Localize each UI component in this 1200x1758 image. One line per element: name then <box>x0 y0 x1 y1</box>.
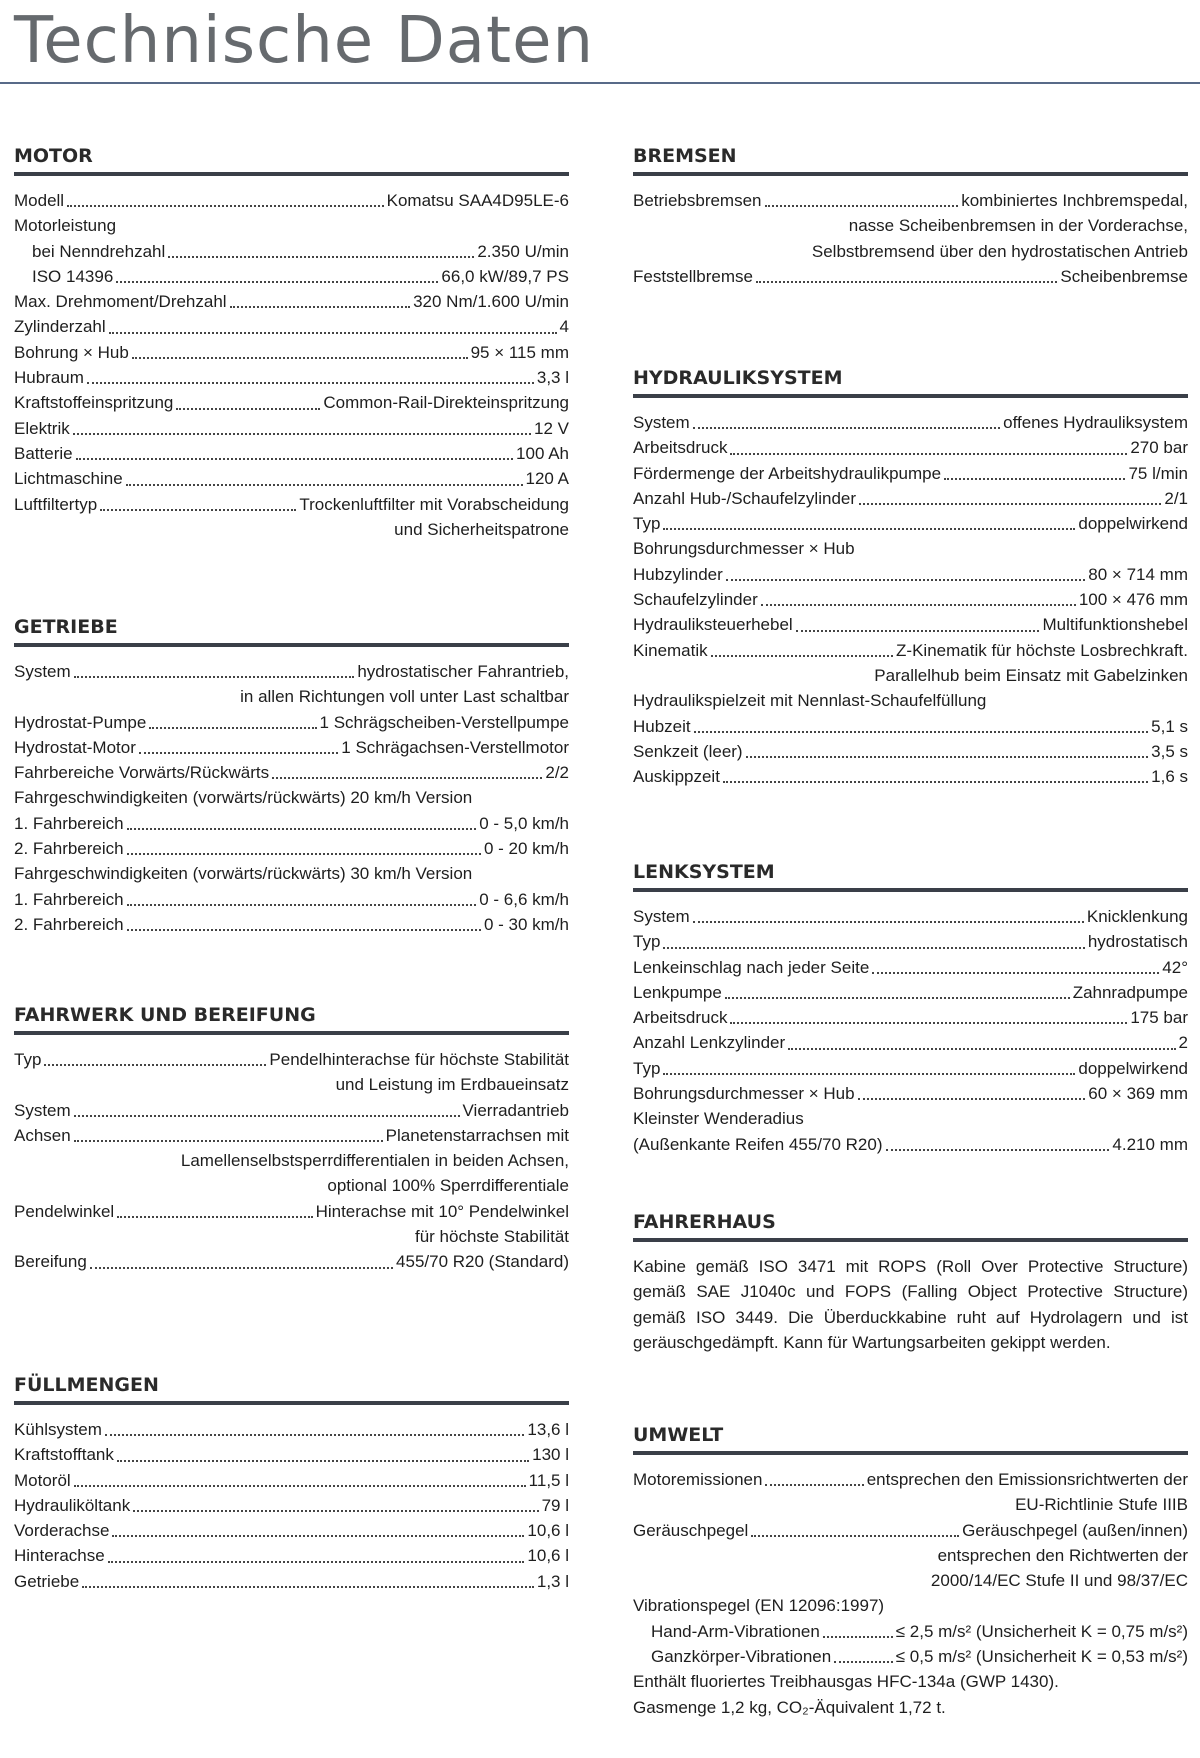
spec-label: Hubraum <box>14 368 84 388</box>
spec-value: 95 × 115 mm <box>470 342 569 362</box>
spec-value: 2/1 <box>1164 488 1188 508</box>
dot-leader <box>834 1661 893 1663</box>
spec-value: Zahnradpumpe <box>1072 982 1188 1002</box>
spec-value: 10,6 l <box>527 1546 569 1566</box>
dot-leader <box>693 427 1000 429</box>
spec-row <box>633 1056 1188 1081</box>
spec-label: Kühlsystem <box>14 1420 102 1439</box>
spec-value-continuation: für höchste Stabilität <box>414 1227 569 1247</box>
section-motor <box>14 145 569 542</box>
spec-value: 3,5 s <box>1151 741 1188 761</box>
dot-leader <box>823 1636 893 1638</box>
spec-label: Arbeitsdruck <box>633 1008 728 1028</box>
spec-subheading: Gasmenge 1,2 kg, CO₂-Äquivalent 1,72 t. <box>633 1697 946 1717</box>
spec-row <box>14 365 569 390</box>
spec-row <box>633 461 1188 486</box>
spec-row <box>14 1493 569 1518</box>
spec-label: Lichtmaschine <box>14 469 123 489</box>
spec-row <box>14 239 569 264</box>
section-lenksystem <box>633 861 1188 1157</box>
spec-row <box>633 955 1188 980</box>
spec-value: 1,6 s <box>1151 767 1188 787</box>
spec-value: Multifunktionshebel <box>1042 615 1188 635</box>
spec-value: Geräuschpegel (außen/innen) <box>962 1520 1188 1540</box>
dot-leader <box>139 752 338 754</box>
dot-leader <box>105 1434 525 1436</box>
spec-value: 2 <box>1178 1033 1188 1053</box>
spec-label: Elektrik <box>14 418 70 438</box>
spec-row <box>14 1442 569 1467</box>
dot-leader <box>112 1535 524 1537</box>
dot-leader <box>74 1485 526 1487</box>
spec-row <box>14 188 569 213</box>
spec-label: Max. Drehmoment/Drehzahl <box>14 292 227 312</box>
spec-value: hydrostatischer Fahrantrieb, <box>357 662 569 681</box>
spec-value: 175 bar <box>1130 1008 1188 1028</box>
spec-label: Anzahl Hub-/Schaufelzylinder <box>633 488 857 508</box>
spec-row <box>14 314 569 339</box>
spec-row <box>633 904 1188 929</box>
spec-value: 3,3 l <box>536 368 569 388</box>
spec-row <box>14 390 569 415</box>
spec-value: Hinterachse mit 10° Pendelwinkel <box>315 1201 569 1221</box>
spec-list <box>14 659 569 937</box>
spec-subheading: Bohrungsdurchmesser × Hub <box>633 539 855 559</box>
spec-row <box>633 929 1188 954</box>
spec-value: Vierradantrieb <box>462 1100 569 1120</box>
dot-leader <box>108 1561 525 1563</box>
dot-leader <box>132 357 468 359</box>
spec-row <box>633 1132 1188 1157</box>
dot-leader <box>230 306 411 308</box>
dot-leader <box>272 777 542 779</box>
section-fahrwerk <box>14 1004 569 1275</box>
spec-label: Bohrungsdurchmesser × Hub <box>633 1084 855 1104</box>
dot-leader <box>127 904 477 906</box>
spec-label: Hydrauliksteuerhebel <box>633 615 793 635</box>
spec-value: 1,3 l <box>536 1571 569 1591</box>
spec-label: Schaufelzylinder <box>633 590 758 610</box>
section-heading: GETRIEBE <box>14 616 569 647</box>
spec-row <box>633 511 1188 536</box>
spec-list <box>633 904 1188 1157</box>
spec-value: ≤ 0,5 m/s² (Unsicherheit K = 0,53 m/s²) <box>895 1647 1188 1667</box>
section-heading: MOTOR <box>14 145 569 176</box>
spec-value: Trockenluftfilter mit Vorabscheidung <box>299 494 569 514</box>
spec-value: 130 l <box>532 1445 569 1465</box>
spec-label: bei Nenndrehzahl <box>32 241 166 261</box>
dot-leader <box>859 503 1161 505</box>
spec-label: System <box>14 662 71 681</box>
dot-leader <box>796 630 1040 632</box>
dot-leader <box>725 997 1070 999</box>
spec-value-continuation: Selbstbremsend über den hydrostatischen Antrieb <box>811 241 1188 261</box>
spec-row <box>633 1619 1188 1644</box>
section-fahrerhaus <box>633 1211 1188 1355</box>
spec-value: 4.210 mm <box>1112 1134 1188 1154</box>
dot-leader <box>127 929 481 931</box>
spec-label: Bohrung × Hub <box>14 342 129 362</box>
spec-row <box>14 1249 569 1274</box>
dot-leader <box>76 458 513 460</box>
section-heading: UMWELT <box>633 1424 1188 1455</box>
section-heading: LENKSYSTEM <box>633 861 1188 892</box>
spec-label: Hydrauliköltank <box>14 1495 131 1515</box>
dot-leader <box>44 1064 266 1066</box>
dot-leader <box>788 1048 1175 1050</box>
section-bremsen <box>633 145 1188 289</box>
spec-value: 320 Nm/1.600 U/min <box>413 292 569 312</box>
spec-row <box>14 659 569 684</box>
spec-row <box>14 1569 569 1594</box>
spec-value: 42° <box>1162 957 1188 977</box>
spec-row <box>14 340 569 365</box>
dot-leader <box>711 655 893 657</box>
spec-label: Modell <box>14 191 65 210</box>
dot-leader <box>886 1149 1110 1151</box>
spec-subheading: Fahrgeschwindigkeiten (vorwärts/rückwärts) 30 km/h Version <box>14 864 473 884</box>
spec-label: Senkzeit (leer) <box>633 741 743 761</box>
dot-leader <box>693 921 1084 923</box>
spec-row <box>14 1543 569 1568</box>
spec-row <box>14 492 569 517</box>
dot-leader <box>730 453 1127 455</box>
spec-value: 4 <box>559 317 569 337</box>
spec-value: Pendelhinterachse für höchste Stabilität <box>269 1050 569 1069</box>
section-getriebe <box>14 616 569 937</box>
cab-description: Kabine gemäß ISO 3471 mit ROPS (Roll Over Protective Structure) gemäß SAE J1040c und FOPS (Falling Object Protective Structure) gemäß ISO 3449. Die Überduckkabine ruht auf Hydrolagern und ist geräuschgedämpft. Kann für Wartungsarbeiten gekippt werden. <box>633 1257 1188 1352</box>
dot-leader <box>117 1460 529 1462</box>
spec-row <box>633 764 1188 789</box>
spec-row <box>14 836 569 861</box>
spec-label: Bereifung <box>14 1252 87 1272</box>
spec-label: Luftfiltertyp <box>14 494 98 514</box>
spec-label: System <box>633 907 690 926</box>
spec-row <box>14 441 569 466</box>
dot-leader <box>694 731 1149 733</box>
spec-label: Getriebe <box>14 1571 80 1591</box>
spec-subheading: Fahrgeschwindigkeiten (vorwärts/rückwärts) 20 km/h Version <box>14 788 473 808</box>
dot-leader <box>116 281 438 283</box>
dot-leader <box>663 528 1075 530</box>
spec-value: 1 Schrägachsen-Verstellmotor <box>341 737 569 757</box>
spec-label: Hubzylinder <box>633 564 723 584</box>
dot-leader <box>168 256 474 258</box>
spec-label: Geräuschpegel <box>633 1520 749 1540</box>
spec-value: 66,0 kW/89,7 PS <box>441 266 569 286</box>
spec-value: doppelwirkend <box>1078 1058 1188 1078</box>
spec-row <box>14 1098 569 1123</box>
spec-value-continuation: und Sicherheitspatrone <box>394 519 569 539</box>
spec-value: 455/70 R20 (Standard) <box>396 1252 569 1272</box>
spec-label: Fördermenge der Arbeitshydraulikpumpe <box>633 463 942 483</box>
spec-row <box>14 912 569 937</box>
dot-leader <box>74 1115 460 1117</box>
dot-leader <box>872 972 1159 974</box>
spec-row <box>633 435 1188 460</box>
section-heading: BREMSEN <box>633 145 1188 176</box>
spec-value: ≤ 2,5 m/s² (Unsicherheit K = 0,75 m/s²) <box>895 1621 1188 1641</box>
section-umwelt <box>633 1424 1188 1720</box>
dot-leader <box>117 1216 312 1218</box>
spec-label: 2. Fahrbereich <box>14 914 124 934</box>
spec-label: 2. Fahrbereich <box>14 839 124 859</box>
spec-value: 100 × 476 mm <box>1078 590 1188 610</box>
spec-row <box>14 735 569 760</box>
spec-value-continuation: Parallelhub beim Einsatz mit Gabelzinken <box>874 665 1188 685</box>
spec-label: Feststellbremse <box>633 266 753 286</box>
dot-leader <box>127 828 477 830</box>
spec-row <box>14 1199 569 1224</box>
dot-leader <box>723 781 1148 783</box>
spec-list <box>14 188 569 542</box>
spec-row <box>14 811 569 836</box>
spec-value: 80 × 714 mm <box>1088 564 1188 584</box>
section-heading: HYDRAULIKSYSTEM <box>633 367 1188 398</box>
spec-label: 1. Fahrbereich <box>14 889 124 909</box>
spec-value-continuation: nasse Scheibenbremsen in der Vorderachse, <box>848 216 1188 236</box>
spec-value: 79 l <box>541 1495 569 1515</box>
spec-list <box>14 1417 569 1594</box>
spec-row <box>14 710 569 735</box>
spec-value: 10,6 l <box>527 1521 569 1541</box>
dot-leader <box>100 509 296 511</box>
spec-label: Anzahl Lenkzylinder <box>633 1033 786 1053</box>
title-divider <box>0 82 1200 84</box>
spec-row <box>633 587 1188 612</box>
dot-leader <box>74 1140 383 1142</box>
spec-value: hydrostatisch <box>1087 932 1188 952</box>
spec-value: 0 - 30 km/h <box>483 914 569 934</box>
spec-row <box>633 1030 1188 1055</box>
spec-label: Typ <box>633 932 661 952</box>
spec-label: Batterie <box>14 443 73 463</box>
spec-value: Planetenstarrachsen mit <box>385 1125 569 1145</box>
spec-value-continuation: optional 100% Sperrdifferentiale <box>327 1176 569 1196</box>
spec-label: Hydrostat-Pumpe <box>14 712 147 732</box>
spec-label: Typ <box>633 514 661 534</box>
spec-value: 60 × 369 mm <box>1088 1084 1188 1104</box>
spec-label: Betriebsbremsen <box>633 191 762 210</box>
spec-row <box>14 1047 569 1072</box>
spec-row <box>14 466 569 491</box>
dot-leader <box>109 332 557 334</box>
dot-leader <box>756 281 1057 283</box>
spec-value: kombiniertes Inchbremspedal, <box>961 191 1188 210</box>
spec-row <box>14 1468 569 1493</box>
spec-value: entsprechen den Emissionsrichtwerten der <box>866 1470 1188 1489</box>
dot-leader <box>730 1022 1127 1024</box>
spec-value-continuation: entsprechen den Richtwerten der <box>937 1545 1188 1565</box>
spec-row <box>14 1417 569 1442</box>
spec-row <box>633 739 1188 764</box>
dot-leader <box>746 756 1149 758</box>
spec-subheading: Vibrationspegel (EN 12096:1997) <box>633 1596 885 1616</box>
spec-value: Common-Rail-Direkteinspritzung <box>323 393 569 413</box>
spec-label: Ganzkörper-Vibrationen <box>651 1647 832 1667</box>
spec-value: 120 A <box>525 469 569 489</box>
dot-leader <box>663 1073 1075 1075</box>
spec-value: 1 Schrägscheiben-Verstellpumpe <box>319 712 569 732</box>
spec-value: 11,5 l <box>528 1470 569 1490</box>
spec-label: Motoremissionen <box>633 1470 763 1489</box>
spec-label: Lenkpumpe <box>633 982 722 1002</box>
spec-row <box>633 1518 1188 1543</box>
spec-row <box>633 188 1188 213</box>
spec-row <box>633 264 1188 289</box>
spec-value: 2/2 <box>545 763 569 783</box>
dot-leader <box>74 676 355 678</box>
section-hydraulik <box>633 367 1188 789</box>
spec-label: 1. Fahrbereich <box>14 813 124 833</box>
spec-label: Fahrbereiche Vorwärts/Rückwärts <box>14 763 270 783</box>
spec-row <box>14 264 569 289</box>
spec-value-continuation: Lamellenselbstsperrdifferentialen in beiden Achsen, <box>180 1151 569 1171</box>
dot-leader <box>751 1535 959 1537</box>
dot-leader <box>82 1586 534 1588</box>
spec-row <box>633 638 1188 663</box>
spec-value: 5,1 s <box>1151 716 1188 736</box>
spec-value: 0 - 5,0 km/h <box>479 813 569 833</box>
spec-row <box>14 289 569 314</box>
spec-subheading: Hydraulikspielzeit mit Nennlast-Schaufelfüllung <box>633 691 987 711</box>
spec-subheading: Enthält fluoriertes Treibhausgas HFC-134a (GWP 1430). <box>633 1672 1059 1692</box>
spec-row <box>633 562 1188 587</box>
spec-row <box>14 1518 569 1543</box>
spec-value: Komatsu SAA4D95LE-6 <box>386 191 569 210</box>
spec-label: Kraftstoffeinspritzung <box>14 393 174 413</box>
spec-label: Motoröl <box>14 1470 71 1490</box>
dot-leader <box>176 408 320 410</box>
spec-label: Zylinderzahl <box>14 317 106 337</box>
spec-value-continuation: 2000/14/EC Stufe II und 98/37/EC <box>930 1571 1188 1591</box>
spec-row <box>633 410 1188 435</box>
spec-subheading: Motorleistung <box>14 216 117 236</box>
section-heading: FÜLLMENGEN <box>14 1374 569 1405</box>
spec-value: 2.350 U/min <box>477 241 569 261</box>
spec-list <box>14 1047 569 1275</box>
dot-leader <box>765 1484 863 1486</box>
dot-leader <box>133 1510 538 1512</box>
spec-list <box>633 188 1188 289</box>
spec-row <box>14 1123 569 1148</box>
dot-leader <box>765 205 959 207</box>
dot-leader <box>944 478 1125 480</box>
spec-value-continuation: EU-Richtlinie Stufe IIIB <box>1015 1495 1188 1515</box>
spec-row <box>633 1081 1188 1106</box>
page-title: Technische Daten <box>14 4 595 78</box>
dot-leader <box>726 579 1086 581</box>
spec-value: 75 l/min <box>1128 463 1188 483</box>
dot-leader <box>67 205 384 207</box>
spec-value-continuation: in allen Richtungen voll unter Last schaltbar <box>240 687 569 707</box>
spec-value: Knicklenkung <box>1086 907 1188 926</box>
spec-row <box>14 760 569 785</box>
dot-leader <box>761 604 1076 606</box>
spec-row <box>633 486 1188 511</box>
section-heading: FAHRERHAUS <box>633 1211 1188 1242</box>
spec-row <box>14 887 569 912</box>
spec-value: 0 - 6,6 km/h <box>479 889 569 909</box>
spec-label: System <box>633 413 690 432</box>
spec-label: Pendelwinkel <box>14 1201 115 1221</box>
dot-leader <box>90 1267 393 1269</box>
spec-label: Auskippzeit <box>633 767 720 787</box>
spec-label: Kinematik <box>633 640 708 660</box>
spec-label: (Außenkante Reifen 455/70 R20) <box>633 1134 883 1154</box>
spec-list <box>633 1467 1188 1720</box>
spec-label: Hydrostat-Motor <box>14 737 136 757</box>
section-heading: FAHRWERK UND BEREIFUNG <box>14 1004 569 1035</box>
spec-subheading: Kleinster Wenderadius <box>633 1109 804 1129</box>
spec-label: ISO 14396 <box>32 266 114 286</box>
spec-value: 100 Ah <box>516 443 569 463</box>
spec-row <box>633 980 1188 1005</box>
spec-value: Scheibenbremse <box>1060 266 1188 286</box>
spec-label: Kraftstofftank <box>14 1445 114 1465</box>
spec-label: Lenkeinschlag nach jeder Seite <box>633 957 870 977</box>
spec-value: Z-Kinematik für höchste Losbrechkraft. <box>896 640 1188 660</box>
spec-value: 12 V <box>534 418 569 438</box>
spec-value: 270 bar <box>1130 438 1188 458</box>
spec-label: Hand-Arm-Vibrationen <box>651 1621 820 1641</box>
spec-row <box>14 416 569 441</box>
spec-label: Hubzeit <box>633 716 691 736</box>
dot-leader <box>87 382 534 384</box>
spec-label: System <box>14 1100 71 1120</box>
dot-leader <box>149 727 316 729</box>
spec-label: Achsen <box>14 1125 71 1145</box>
spec-label: Vorderachse <box>14 1521 110 1541</box>
dot-leader <box>73 433 531 435</box>
dot-leader <box>127 853 481 855</box>
dot-leader <box>126 484 523 486</box>
spec-value: 13,6 l <box>527 1420 569 1439</box>
section-fuellmengen <box>14 1374 569 1594</box>
spec-row <box>633 612 1188 637</box>
spec-value: 0 - 20 km/h <box>483 839 569 859</box>
spec-value: offenes Hydrauliksystem <box>1003 413 1188 432</box>
spec-label: Typ <box>14 1050 42 1069</box>
spec-row <box>633 1467 1188 1492</box>
spec-value: doppelwirkend <box>1078 514 1188 534</box>
spec-label: Arbeitsdruck <box>633 438 728 458</box>
spec-row <box>633 1005 1188 1030</box>
spec-list <box>633 410 1188 789</box>
spec-label: Typ <box>633 1058 661 1078</box>
dot-leader <box>663 947 1084 949</box>
spec-row <box>633 1644 1188 1669</box>
spec-label: Hinterachse <box>14 1546 105 1566</box>
dot-leader <box>858 1098 1086 1100</box>
spec-row <box>633 714 1188 739</box>
spec-value-continuation: und Leistung im Erdbaueinsatz <box>335 1075 569 1095</box>
